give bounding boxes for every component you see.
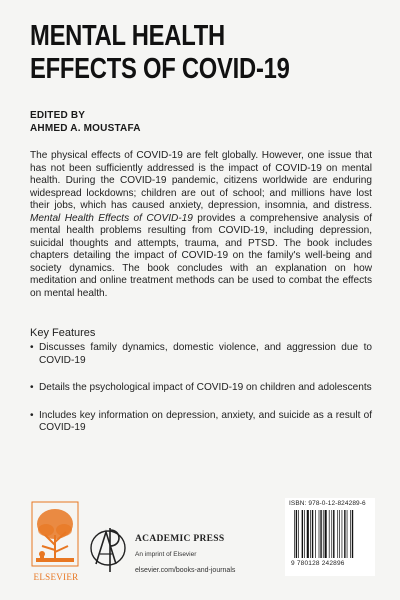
barcode-bar bbox=[304, 510, 305, 558]
editor-name: AHMED A. MOUSTAFA bbox=[30, 123, 141, 134]
description-part-1: The physical effects of COVID-19 are felt globally. However, one issue that has not been sufficiently addressed is the impact of COVID-19 on mental health. During the COVID-19 pandemic, citizens worldwide are enduring widespread lockdowns; children are out of school; and millions have lost their jobs, which has caused anxiety, depression, insomnia, and distress. bbox=[30, 150, 372, 211]
book-description bbox=[30, 150, 372, 300]
barcode-bar bbox=[344, 510, 345, 558]
barcode-bar bbox=[310, 510, 311, 558]
barcode-bar bbox=[315, 510, 316, 558]
barcode-bar bbox=[339, 510, 340, 558]
barcode-bar bbox=[302, 510, 303, 558]
elsevier-tree-logo-icon bbox=[30, 500, 80, 580]
barcode-bar bbox=[298, 510, 299, 558]
barcode-bar bbox=[325, 510, 327, 558]
barcode-bar bbox=[347, 510, 348, 558]
feature-text: Details the psychological impact of COVID-19 on children and adolescents bbox=[39, 382, 372, 393]
barcode-bar bbox=[312, 510, 313, 558]
barcode-bar bbox=[331, 510, 332, 558]
key-features-list bbox=[30, 342, 372, 435]
barcode-bar bbox=[342, 510, 343, 558]
barcode-bar bbox=[323, 510, 324, 558]
list-item bbox=[30, 410, 372, 435]
feature-text: Includes key information on depression, anxiety, and suicide as a result of COVID-19 bbox=[39, 409, 372, 433]
elsevier-wordmark: ELSEVIER bbox=[33, 572, 79, 582]
barcode-bar bbox=[350, 510, 351, 558]
description-italic-title: Mental Health Effects of COVID-19 bbox=[30, 212, 193, 224]
publisher-url: elsevier.com/books-and-journals bbox=[135, 567, 236, 574]
barcode-bar bbox=[333, 510, 334, 558]
barcode-bar bbox=[329, 510, 330, 558]
list-item bbox=[30, 382, 372, 395]
list-item bbox=[30, 342, 372, 367]
key-features-heading: Key Features bbox=[30, 327, 96, 339]
barcode-bar bbox=[294, 510, 295, 558]
barcode-bar bbox=[319, 510, 320, 558]
title-line-2: EFFECTS OF COVID-19 bbox=[30, 53, 290, 85]
barcode-bar bbox=[352, 510, 353, 558]
bullet-icon: • bbox=[30, 342, 34, 353]
edited-by-label: EDITED BY bbox=[30, 110, 86, 121]
feature-text: Discusses family dynamics, domestic violence, and aggression due to COVID-19 bbox=[39, 342, 372, 366]
title-line-1: MENTAL HEALTH bbox=[30, 20, 225, 52]
isbn-digits: 9 780128 242896 bbox=[291, 560, 345, 567]
barcode-bar bbox=[337, 510, 338, 558]
academic-press-logo-icon bbox=[88, 524, 128, 576]
bullet-icon: • bbox=[30, 382, 34, 393]
barcode-bar bbox=[320, 510, 321, 558]
barcode-bar bbox=[307, 510, 309, 558]
bullet-icon: • bbox=[30, 409, 34, 421]
barcode-bar bbox=[296, 510, 297, 558]
description-part-2: provides a comprehensive analysis of mental health problems resulting from COVID-19, including depression, suicidal thoughts and attempts, trauma, and PTSD. The book includes chapters detailing the impact of COVID-19 on the family's well-being and society dynamics. The book concludes with an explanation on how meditation and online treatment methods can be used to combat the effects on mental health. bbox=[30, 212, 372, 299]
isbn-barcode bbox=[293, 510, 369, 558]
academic-press-name: ACADEMIC PRESS bbox=[135, 534, 225, 544]
isbn-label: ISBN: 978-0-12-824289-6 bbox=[289, 500, 366, 507]
imprint-line: An imprint of Elsevier bbox=[135, 551, 197, 558]
book-title bbox=[30, 20, 380, 86]
